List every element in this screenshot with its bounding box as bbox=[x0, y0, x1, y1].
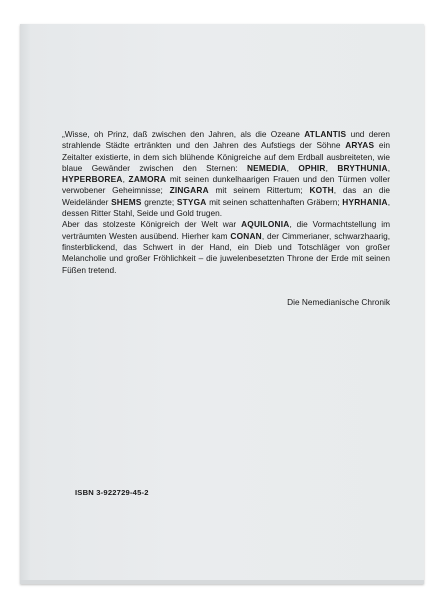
blurb-paragraph-1 bbox=[62, 129, 390, 219]
place-name: HYRHANIA bbox=[342, 196, 388, 207]
blurb-text-run: , der Cimmerianer, schwarzhaarig, finsterblickend, das Schwert in der Hand, ein Dieb und Totschläger von großer Melancholie und großer Fröhlichkeit – die juwelenbesetzten Throne der Erde mit seinen Füßen tretend. bbox=[62, 230, 390, 275]
place-name: HYPERBOREA bbox=[62, 174, 123, 185]
chronicle-attribution: Die Nemedianische Chronik bbox=[287, 297, 390, 307]
blurb-text-run: , bbox=[325, 162, 338, 173]
blurb-text-run: und deren strahlende Städte ertränkten und den Jahren des Aufstiegs der Söhne bbox=[62, 129, 390, 151]
blurb-text-run: , dessen Ritter Stahl, Seide und Gold trugen. bbox=[62, 196, 390, 219]
cover-spine-edge bbox=[20, 24, 30, 584]
blurb-text-run: mit seinem Rittertum; bbox=[208, 185, 310, 196]
blurb-text-run: grenzte; bbox=[141, 196, 177, 207]
place-name: KOTH bbox=[309, 185, 334, 196]
place-name: SHEMS bbox=[111, 196, 142, 207]
blurb-text-run: , bbox=[122, 174, 129, 185]
blurb-text-run: , bbox=[387, 162, 390, 173]
place-name: ZAMORA bbox=[128, 174, 167, 185]
blurb-text-run: , die Vormachtstellung im verträumten Westen ausübend. Hierher kam bbox=[62, 219, 390, 241]
blurb-text-run: , bbox=[286, 162, 299, 173]
place-name: AQUILONIA bbox=[241, 219, 290, 230]
isbn-number: ISBN 3-922729-45-2 bbox=[75, 488, 149, 497]
place-name: OPHIR bbox=[298, 162, 326, 173]
blurb-paragraph-2 bbox=[62, 219, 390, 275]
blurb-text-run: mit seinen schattenhaften Gräbern; bbox=[206, 196, 343, 207]
blurb-text-run: ein Zeitalter existierte, in dem sich blühende Königreiche auf dem Erdball ausbreiteten, wie blaue Gewänder zwischen den Sternen: bbox=[62, 140, 390, 173]
place-name: STYGA bbox=[176, 196, 207, 207]
blurb-text-run: „Wisse, oh Prinz, daß zwischen den Jahren, als die Ozeane bbox=[62, 129, 305, 139]
place-name: ATLANTIS bbox=[304, 129, 347, 139]
blurb-text-run: mit seinen dunkelhaarigen Frauen und den Türmen voller verwobener Geheimnisse; bbox=[62, 174, 390, 196]
place-name: ZINGARA bbox=[169, 185, 209, 196]
blurb-text bbox=[62, 129, 390, 276]
place-name: ARYAS bbox=[345, 140, 375, 151]
place-name: CONAN bbox=[230, 230, 262, 241]
blurb-text-run: Aber das stolzeste Königreich der Welt war bbox=[62, 219, 242, 230]
cover-bottom-edge bbox=[20, 580, 424, 584]
blurb-text-run: , das an die Weideländer bbox=[62, 185, 390, 207]
place-name: BRYTHUNIA bbox=[337, 162, 388, 173]
place-name: NEMEDIA bbox=[246, 162, 287, 173]
